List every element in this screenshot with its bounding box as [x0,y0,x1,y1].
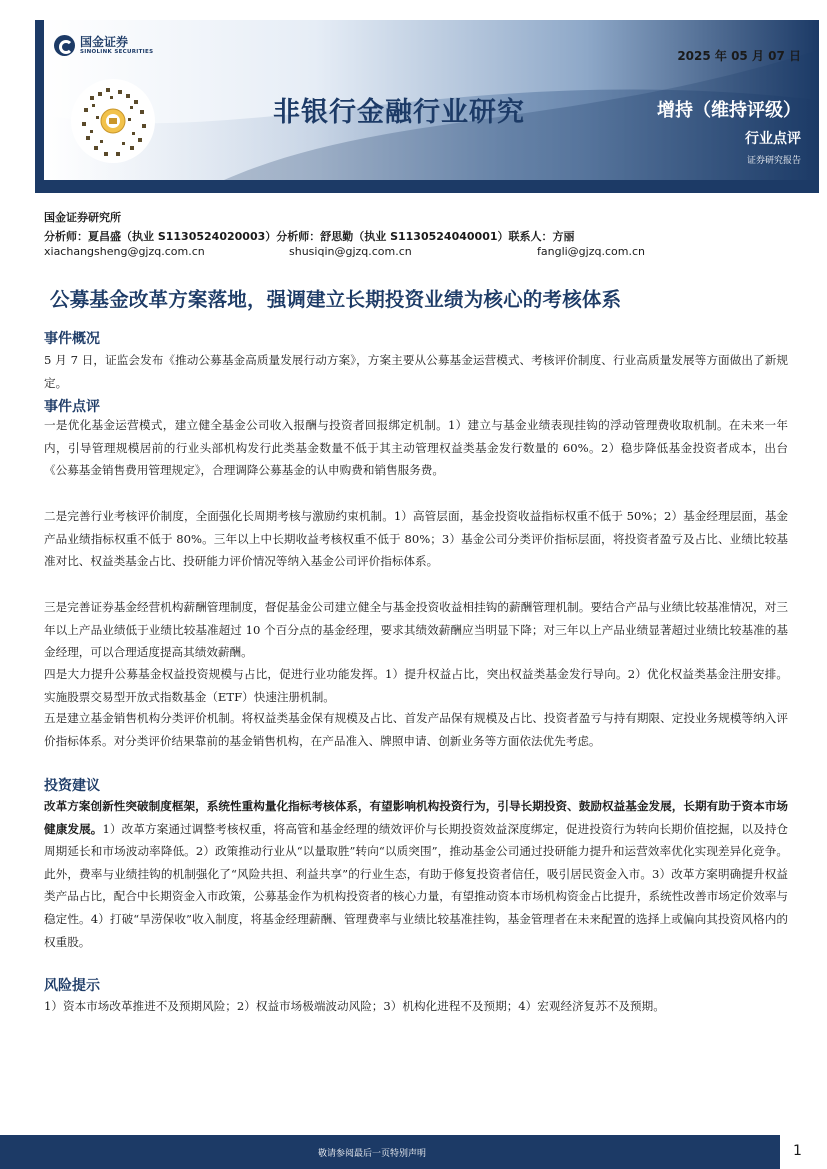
analyst-line: 分析师：夏昌盛（执业 S1130524020003）分析师：舒思勤（执业 S1130524040001）联系人：方丽 [44,230,575,243]
email-link[interactable]: fangli@gjzq.com.cn [537,245,645,258]
logo-name-en: SINOLINK SECURITIES [80,48,154,55]
section-heading-comment: 事件点评 [44,399,100,415]
email-link[interactable]: shusiqin@gjzq.com.cn [289,245,412,258]
report-category-title: 非银行金融行业研究 [273,97,525,128]
comment-paragraph-2: 二是完善行业考核评价制度，全面强化长周期考核与激励约束机制。1）高管层面，基金投资收益指标权重不低于 50%；2）基金经理层面，基金产品业绩指标权重不低于 80%。三年以上中长期收益考核权重不低于 80%；3）基金公司分类评价指标层面，将投资者盈亏及占比、业绩比较基准对比、权益类基金占比、投研能力评价情况等纳入基金公司评价指标体系。 [44,509,788,569]
page-number-box [780,1135,827,1169]
email-link[interactable]: xiachangsheng@gjzq.com.cn [44,245,205,258]
page-number: 1 [793,1143,802,1159]
logo-icon [54,35,75,56]
advice-paragraph [44,795,788,953]
comment-paragraph-1: 一是优化基金运营模式，建立健全基金公司收入报酬与投资者回报绑定机制。1）建立与基金业绩表现挂钩的浮动管理费收取机制。在未来一年内，引导管理规模居前的行业头部机构发行此类基金数量不低于其主动管理权益类基金发行数量的 60%。2）稳步降低基金投资者成本，出台《公募基金销售费用管理规定》，合理调降公募基金的认申购费和销售服务费。 [44,418,788,478]
header-banner [44,20,819,180]
report-title: 公募基金改革方案落地，强调建立长期投资业绩为核心的考核体系 [50,288,622,311]
advice-summary: 改革方案创新性突破制度框架，系统性重构量化指标考核体系，有望影响机构投资行为，引导长期投资、鼓励权益基金发展，长期有助于资本市场健康发展。 [44,799,788,836]
institute-name: 国金证券研究所 [44,211,121,224]
overview-paragraph: 5 月 7 日，证监会发布《推动公募基金高质量发展行动方案》，方案主要从公募基金运营模式、考核评价制度、行业高质量发展等方面做出了新规定。 [44,353,788,390]
section-heading-advice: 投资建议 [44,778,100,794]
qr-code-icon [70,78,156,164]
report-date: 2025 年 05 月 07 日 [677,49,801,63]
section-heading-risk: 风险提示 [44,978,100,994]
comment-paragraph-4: 四是大力提升公募基金权益投资规模与占比，促进行业功能发挥。1）提升权益占比，突出权益类基金发行导向。2）优化权益类基金注册安排。实施股票交易型开放式指数基金（ETF）快速注册机制。 [44,667,788,704]
report-subtype: 证券研究报告 [746,156,801,166]
comment-paragraph-3: 三是完善证券基金经营机构薪酬管理制度，督促基金公司建立健全与基金投资收益相挂钩的薪酬管理机制。要结合产品与业绩比较基准情况，对三年以上产品业绩低于业绩比较基准超过 10 个百分点的基金经理，要求其绩效薪酬应当明显下降；对三年以上产品业绩显著超过业绩比较基准的基金经理，可以合理适度提高其绩效薪酬。 [44,600,788,660]
report-type: 行业点评 [745,131,801,147]
logo-name-cn: 国金证券 [80,34,129,49]
section-heading-overview: 事件概况 [44,331,100,347]
rating-label: 增持（维持评级） [657,100,801,121]
advice-detail: 1）改革方案通过调整考核权重，将高管和基金经理的绩效评价与长期投资效益深度绑定，促进投资行为转向长期价值挖掘，以及持仓周期延长和市场波动率降低。2）政策推动行业从“以量取胜”转向“以质突围”，推动基金公司通过投研能力提升和运营效率优化实现差异化竞争。此外，费率与业绩挂钩的机制强化了“风险共担、利益共享”的行业生态，有助于修复投资者信任，吸引居民资金入市。3）改革方案明确提升权益类产品占比，配合中长期资金入市政策，公募基金作为机构投资者的核心力量，有望推动资本市场机构资金占比提升，系统性改善市场定价效率与稳定性。4）打破“旱涝保收”收入制度，将基金经理薪酬、管理费率与业绩比较基准挂钩，基金管理者在未来配置的选择上或偏向其投资风格内的权重股。 [44,821,788,949]
comment-paragraph-5: 五是建立基金销售机构分类评价机制。将权益类基金保有规模及占比、首发产品保有规模及占比、投资者盈亏与持有期限、定投业务规模等纳入评价指标体系。对分类评价结果靠前的基金销售机构，在产品准入、牌照申请、创新业务等方面依法优先考虑。 [44,711,788,748]
company-logo [54,35,153,56]
footer-disclaimer: 敬请参阅最后一页特别声明 [318,1149,427,1159]
risk-paragraph: 1）资本市场改革推进不及预期风险；2）权益市场极端波动风险；3）机构化进程不及预期；4）宏观经济复苏不及预期。 [44,999,665,1013]
